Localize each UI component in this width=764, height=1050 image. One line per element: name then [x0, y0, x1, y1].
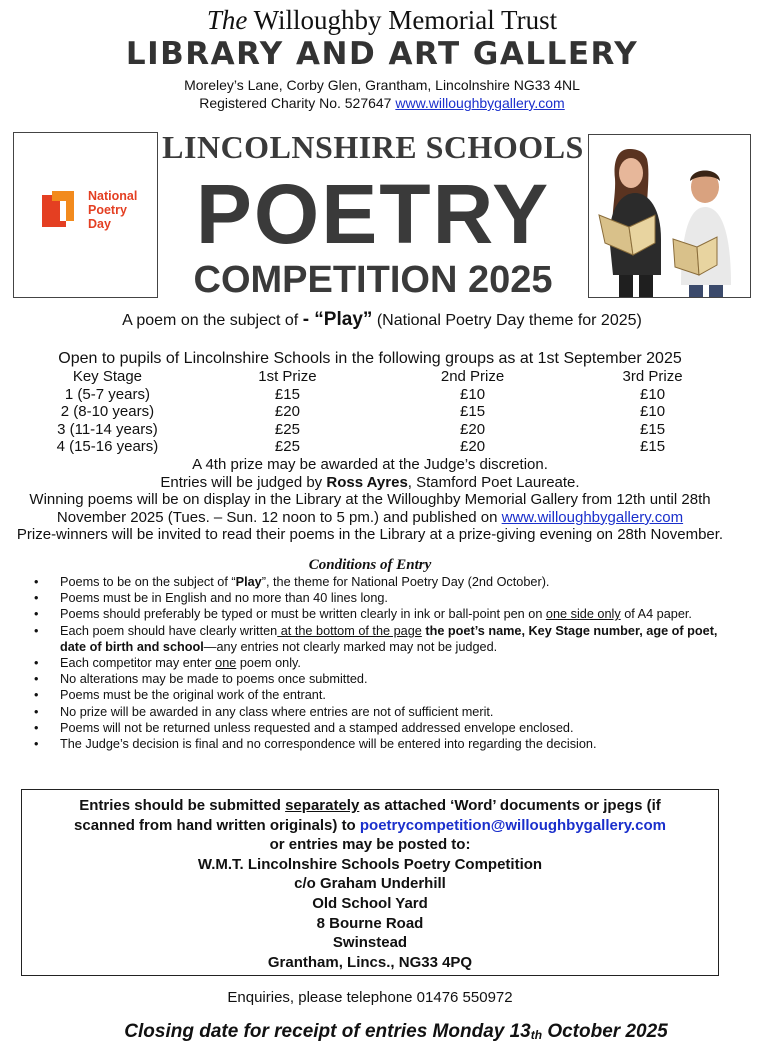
entries-line-1: [22, 796, 718, 816]
third-prize-cell: £15: [640, 438, 666, 456]
key-stage-cell: 2 (8-10 years): [60, 403, 155, 421]
conditions-list: [32, 574, 732, 752]
charity-line: [0, 94, 764, 112]
submission-email-link[interactable]: poetrycompetition@willoughbygallery.com: [359, 816, 666, 834]
key-stage-cell: 1 (5-7 years): [64, 385, 150, 403]
judge-prefix: Entries will be judged by: [160, 473, 327, 491]
condition-text: poem only.: [236, 656, 301, 671]
condition-emphasis: the poet’s name, Key Stage number, age of poet, date of birth and school: [60, 623, 718, 654]
condition-text: of A4 paper.: [620, 607, 692, 622]
closing-text: Closing date for receipt of entries Monday 13: [124, 1021, 531, 1042]
judge-line: [0, 474, 740, 492]
first-prize-cell: £25: [274, 420, 300, 438]
children-reading-illustration: [589, 135, 751, 298]
conditions-title: Conditions of Entry: [308, 557, 432, 573]
subject-dash: -: [302, 309, 315, 330]
subject-suffix: (National Poetry Day theme for 2025): [372, 312, 642, 329]
table-row: [20, 386, 740, 404]
judge-suffix: , Stamford Poet Laureate.: [407, 473, 580, 491]
closing-ordinal: th: [530, 1028, 543, 1042]
list-item: • No prize will be awarded in any class where entries are not of sufficient merit.: [32, 704, 732, 720]
trust-name: [0, 4, 764, 36]
display-dates: November 2025 (Tues. – Sun. 12 noon to 5 pm.) and published on: [56, 508, 502, 526]
national-poetry-day-wordmark: [88, 189, 137, 231]
list-item: [32, 623, 732, 655]
condition-text: —any entries not clearly marked may not be judged.: [203, 639, 498, 654]
header-2nd-prize: 2nd Prize: [440, 368, 505, 385]
list-item: • Poems must be in English and no more than 40 lines long.: [32, 590, 732, 606]
condition-emphasis: Play: [235, 575, 262, 589]
prizegiving-note: Prize-winners will be invited to read their poems in the Library at a prize-giving evening on 28th November.: [16, 526, 724, 544]
list-item: • The Judge’s decision is final and no correspondence will be entered into regarding the decision.: [32, 736, 732, 752]
subject-prefix: A poem on the subject of: [122, 312, 303, 329]
table-row: [20, 421, 740, 439]
postal-address-line: 8 Bourne Road: [316, 914, 424, 932]
entries-underline: separately: [285, 797, 360, 814]
condition-underline: one side only: [545, 607, 621, 622]
prize-table-header: [20, 368, 740, 386]
postal-address-line: c/o Graham Underhill: [294, 875, 446, 893]
condition-text: Poems should preferably be typed or must be written clearly in ink or ball-point pen on: [60, 607, 546, 622]
first-prize-cell: £20: [274, 403, 300, 421]
eligibility-statement: Open to pupils of Lincolnshire Schools in the following groups as at 1st September 2025: [58, 350, 682, 367]
key-stage-cell: 3 (11-14 years): [57, 420, 158, 438]
fourth-prize-note: A 4th prize may be awarded at the Judge’s discretion.: [192, 456, 548, 473]
third-prize-cell: £15: [640, 420, 666, 438]
closing-date: [0, 1019, 764, 1048]
trust-name-rest: Willoughby Memorial Trust: [247, 5, 558, 35]
first-prize-cell: £25: [274, 438, 300, 456]
list-item: • Poems will not be returned unless requested and a stamped addressed envelope enclosed.: [32, 720, 732, 736]
table-row: [20, 438, 740, 456]
logo-text-poetry: Poetry: [88, 203, 127, 217]
list-item: [32, 655, 732, 671]
title-lincolnshire-schools: LINCOLNSHIRE SCHOOLS: [162, 129, 584, 165]
competition-subject: [0, 308, 764, 333]
enquiries-phone: Enquiries, please telephone 01476 550972: [227, 989, 513, 1006]
list-item: [32, 574, 732, 590]
national-poetry-day-logo-box: [13, 132, 158, 298]
first-prize-cell: £15: [274, 385, 300, 403]
website-link-2[interactable]: www.willoughbygallery.com: [501, 508, 684, 526]
display-line-1: Winning poems will be on display in the Library at the Willoughby Memorial Gallery from 12th until 28th: [29, 491, 711, 509]
postal-address-line: Grantham, Lincs., NG33 4PQ: [267, 953, 473, 971]
entries-submission-box: [21, 789, 719, 976]
title-competition: COMPETITION 2025: [193, 259, 553, 301]
children-reading-photo: [588, 134, 751, 298]
table-row: [20, 403, 740, 421]
postal-address-line: W.M.T. Lincolnshire Schools Poetry Competition: [197, 855, 543, 873]
entries-text: as attached ‘Word’ documents or jpegs (if: [359, 797, 661, 814]
logo-text-day: Day: [88, 217, 111, 231]
entries-post-note: or entries may be posted to:: [269, 836, 471, 854]
entries-text: Entries should be submitted: [79, 797, 286, 814]
national-poetry-day-mark-icon: [42, 191, 78, 231]
third-prize-cell: £10: [640, 403, 666, 421]
judge-name: Ross Ayres: [326, 473, 408, 491]
gallery-name: LIBRARY AND ART GALLERY: [125, 36, 639, 72]
charity-number: Registered Charity No. 527647: [199, 95, 396, 111]
competition-info: [0, 456, 740, 544]
second-prize-cell: £15: [460, 403, 486, 421]
list-item: • No alterations may be made to poems once submitted.: [32, 671, 732, 687]
header-1st-prize: 1st Prize: [258, 368, 317, 385]
entries-line-2: [22, 816, 718, 836]
condition-text: Each competitor may enter: [60, 656, 216, 671]
condition-text: Each poem should have clearly written: [60, 623, 278, 638]
list-item: [32, 606, 732, 622]
display-line-2: [0, 509, 740, 527]
second-prize-cell: £20: [460, 438, 486, 456]
second-prize-cell: £10: [460, 385, 486, 403]
website-link[interactable]: www.willoughbygallery.com: [395, 95, 565, 111]
header-3rd-prize: 3rd Prize: [622, 368, 683, 385]
second-prize-cell: £20: [460, 420, 486, 438]
condition-underline: at the bottom of the page: [277, 623, 422, 638]
logo-text-national: National: [88, 189, 138, 203]
prize-table: [20, 368, 740, 456]
condition-text: ”, the theme for National Poetry Day (2nd October).: [261, 575, 550, 589]
third-prize-cell: £10: [640, 385, 666, 403]
condition-text: Poems to be on the subject of “: [60, 575, 236, 589]
title-poetry: POETRY: [195, 167, 551, 261]
trust-name-italic: The: [206, 5, 248, 35]
key-stage-cell: 4 (15-16 years): [56, 438, 159, 456]
header-key-stage: Key Stage: [72, 368, 143, 385]
header: [0, 4, 764, 112]
address: Moreley’s Lane, Corby Glen, Grantham, Lincolnshire NG33 4NL: [184, 77, 580, 93]
condition-underline: one: [215, 656, 237, 671]
entries-text: scanned from hand written originals) to: [74, 816, 360, 834]
national-poetry-day-logo: [42, 187, 142, 237]
subject-theme: “Play”: [314, 309, 373, 330]
list-item: • Poems must be the original work of the entrant.: [32, 687, 732, 703]
postal-address-line: Old School Yard: [312, 894, 428, 912]
postal-address-line: Swinstead: [332, 934, 408, 952]
closing-text: October 2025: [542, 1021, 668, 1042]
